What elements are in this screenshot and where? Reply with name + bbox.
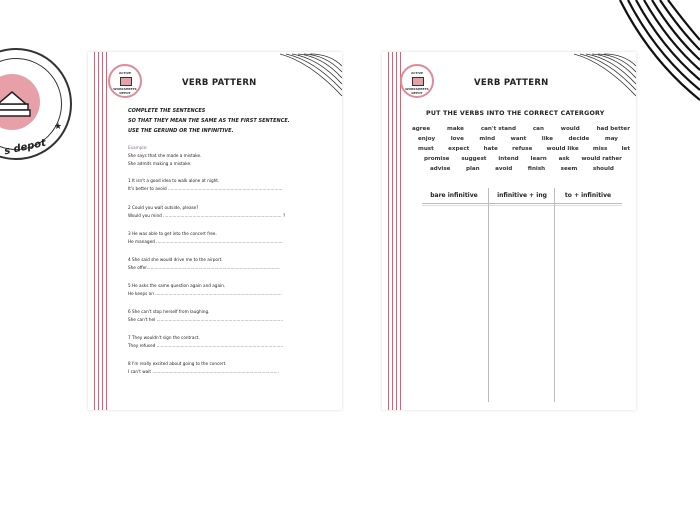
worksheets-depot-seal: ACTIVE WORKSHEETS DEPOT	[108, 64, 142, 98]
word-bank-row: agree make can't stand can would had better	[412, 126, 630, 132]
column-header-to-infinitive: to + infinitive	[564, 192, 612, 199]
exercise-prompt: 2 Could you wait outside, please?	[128, 205, 199, 210]
answer-area-to-infinitive[interactable]	[556, 208, 620, 402]
exercise-answer-line[interactable]: It's better to avoid ......................................................................................	[128, 186, 283, 191]
exercise-answer-line[interactable]: He managed ...............................................................................................	[128, 239, 283, 244]
exercise-prompt: 7 They wouldn't sign the contract.	[128, 335, 200, 340]
page-title: VERB PATTERN	[474, 78, 549, 88]
word-bank-row: enjoy love mind want like decide may	[418, 136, 618, 142]
worksheets-depot-seal: ACTIVE WORKSHEETS DEPOT	[400, 64, 434, 98]
exercise-heading: PUT THE VERBS INTO THE CORRECT CATERGORY	[426, 110, 605, 117]
instruction-line: USE THE GERUND OR THE INFINITIVE.	[128, 128, 234, 134]
exercise-prompt: 8 I'm really excited about going to the concert.	[128, 361, 227, 366]
exercise-answer-line[interactable]: They refused ...............................................................................................	[128, 343, 284, 348]
margin-line	[392, 52, 393, 410]
exercise-prompt: 1 It isn't a good idea to walk alone at night.	[128, 178, 220, 183]
instruction-line: COMPLETE THE SENTENCES	[128, 108, 206, 114]
answer-area-bare-infinitive[interactable]	[422, 208, 486, 402]
margin-line	[396, 52, 397, 410]
corner-waves	[574, 52, 636, 102]
answer-area-infinitive-ing[interactable]	[490, 208, 552, 402]
seal-book-icon	[120, 77, 132, 86]
exercise-prompt: 3 He was able to get into the concert free.	[128, 231, 217, 236]
exercise-answer-line[interactable]: Would you mind ......................................................................................... ?	[128, 213, 286, 218]
exercise-answer-line[interactable]: I can't wait ...............................................................................................	[128, 369, 279, 374]
logo-text: s depot	[3, 137, 47, 158]
worksheet-verb-pattern-sentences	[88, 52, 342, 410]
word-bank-row: promise suggest intend learn ask would rather	[424, 156, 622, 162]
exercise-prompt: 6 She can't stop herself from laughing.	[128, 309, 210, 314]
exercise-answer-line[interactable]: She offer....................................................................................................	[128, 265, 280, 270]
exercise-prompt: 5 He asks the same question again and again.	[128, 283, 226, 288]
exercise-prompt: 4 She said she would drive me to the airport.	[128, 257, 223, 262]
column-header-infinitive-ing: infinitive + ing	[497, 192, 547, 199]
seal-book-icon	[412, 77, 424, 86]
table-header-underline	[422, 203, 622, 204]
exercise-answer-line[interactable]: He keeps on ...............................................................................................	[128, 291, 282, 296]
margin-line	[400, 52, 401, 410]
example-answer: She admits making a mistake.	[128, 161, 192, 166]
margin-line	[94, 52, 95, 410]
example-sentence: She says that she made a mistake.	[128, 153, 202, 158]
corner-waves	[280, 52, 342, 102]
star-icon: ★	[54, 122, 63, 132]
table-header-underline	[422, 205, 622, 206]
instruction-line: SO THAT THEY MEAN THE SAME AS THE FIRST SENTENCE.	[128, 118, 290, 124]
margin-line	[102, 52, 103, 410]
brand-logo	[0, 48, 72, 160]
column-header-bare-infinitive: bare infinitive	[430, 192, 478, 199]
word-bank-row: must expect hate refuse would like miss let	[418, 146, 630, 152]
worksheet-verb-pattern-categories	[382, 52, 636, 410]
margin-line	[388, 52, 389, 410]
logo-book-icon	[0, 74, 40, 130]
example-label: Example:	[128, 145, 148, 150]
word-bank-row: advise plan avoid finish seem should	[430, 166, 614, 172]
exercise-answer-line[interactable]: She can't hel ...............................................................................................	[128, 317, 284, 322]
table-column-divider	[488, 188, 489, 402]
margin-line	[98, 52, 99, 410]
page-title: VERB PATTERN	[182, 78, 257, 88]
table-column-divider	[554, 188, 555, 402]
margin-line	[106, 52, 107, 410]
